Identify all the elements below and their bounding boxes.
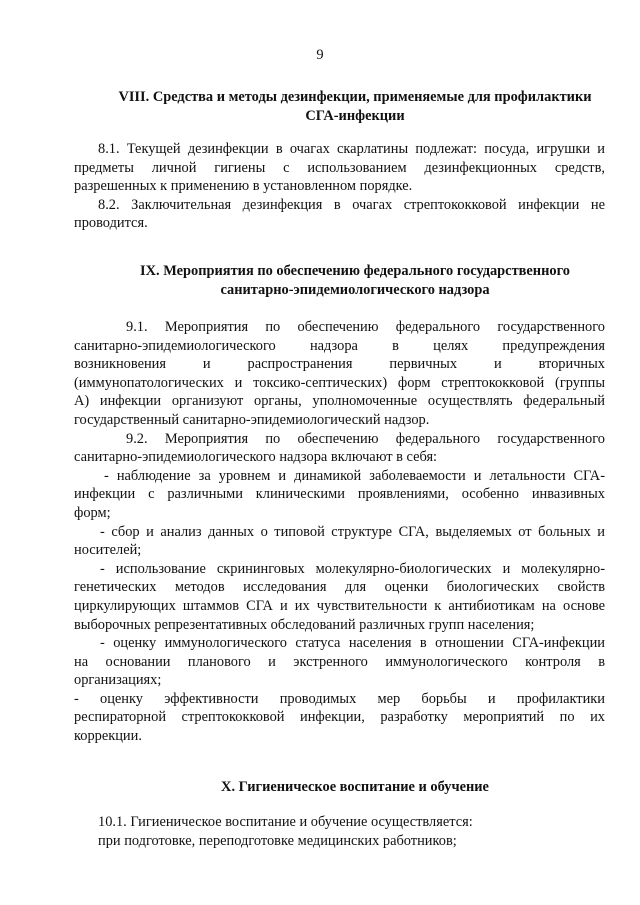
paragraph-line: санитарно-эпидемиологического надзора в целях предупреждения [74, 337, 605, 354]
paragraph-line: проводится. [74, 215, 148, 232]
paragraph-line: 10.1. Гигиеническое воспитание и обучение осуществляется: [98, 814, 473, 830]
list-item-line: выборочных репрезентативных обследований различных групп населения; [74, 616, 535, 633]
paragraph-line: 8.2. Заключительная дезинфекция в очагах стрептококковой инфекции не [98, 196, 605, 213]
paragraph-line: предметы личной гигиены с использованием дезинфекционных средств, [74, 159, 605, 176]
list-item-line: генетических методов исследования для оценки биологических свойств [74, 579, 605, 596]
list-item-line: инфекции с различными клиническими проявлениями, особенно инвазивных [74, 486, 605, 503]
list-item-line: - наблюдение за уровнем и динамикой заболеваемости и летальности СГА- [104, 467, 605, 484]
paragraph-line: разрешенных к применению в установленном порядке. [74, 178, 413, 195]
heading-line: СГА-инфекции [305, 108, 405, 124]
list-item-line: респираторной стрептококковой инфекции, разработку мероприятий по их [74, 709, 605, 726]
paragraph-line: 8.1. Текущей дезинфекции в очагах скарлатины подлежат: посуда, игрушки и [98, 141, 605, 157]
paragraph-line: при подготовке, переподготовке медицинских работников; [98, 832, 457, 849]
heading-line: VIII. Средства и методы дезинфекции, применяемые для профилактики [118, 89, 592, 105]
list-item-line: организациях; [74, 672, 162, 689]
section-8-heading [90, 88, 620, 126]
section-10-heading [90, 778, 620, 797]
paragraph-line: санитарно-эпидемиологического надзора включают в себя: [74, 449, 438, 466]
paragraph-line: 9.1. Мероприятия по обеспечению федерального государственного [126, 319, 605, 335]
heading-line: IX. Мероприятия по обеспечению федерального государственного [140, 263, 570, 279]
list-item-line: циркулирующих штаммов СГА и их чувствительности к антибиотикам на основе [74, 597, 605, 614]
paragraph-line: (иммунопатологических и токсико-септических) форм стрептококковой (группы [74, 374, 605, 391]
paragraph-line: 9.2. Мероприятия по обеспечению федерального государственного [126, 430, 605, 447]
list-item-line: форм; [74, 504, 111, 521]
list-item-line: - сбор и анализ данных о типовой структуре СГА, выделяемых от больных и [100, 523, 605, 540]
list-item-line: коррекции. [74, 728, 142, 745]
section-9-heading [90, 262, 620, 300]
paragraph-line: возникновения и распространения первичных и вторичных [74, 356, 605, 373]
heading-line: санитарно-эпидемиологического надзора [220, 282, 490, 298]
list-item-line: - использование скрининговых молекулярно-биологических и молекулярно- [100, 560, 605, 577]
paragraph-line: А) инфекции организуют органы, уполномоченные осуществлять федеральный [74, 393, 605, 410]
heading-line: X. Гигиеническое воспитание и обучение [221, 779, 489, 795]
section-9-body [74, 318, 605, 746]
list-item-line: на основании планового и экстренного иммунологического контроля в [74, 653, 605, 670]
section-8-body [74, 140, 605, 233]
list-item-line: - оценку эффективности проводимых мер борьбы и профилактики [74, 690, 605, 707]
paragraph-line: государственный санитарно-эпидемиологический надзор. [74, 411, 430, 428]
list-item-line: - оценку иммунологического статуса населения в отношении СГА-инфекции [100, 635, 605, 652]
list-item-line: носителей; [74, 542, 142, 559]
section-10-body [74, 813, 605, 850]
page-number: 9 [316, 47, 324, 63]
